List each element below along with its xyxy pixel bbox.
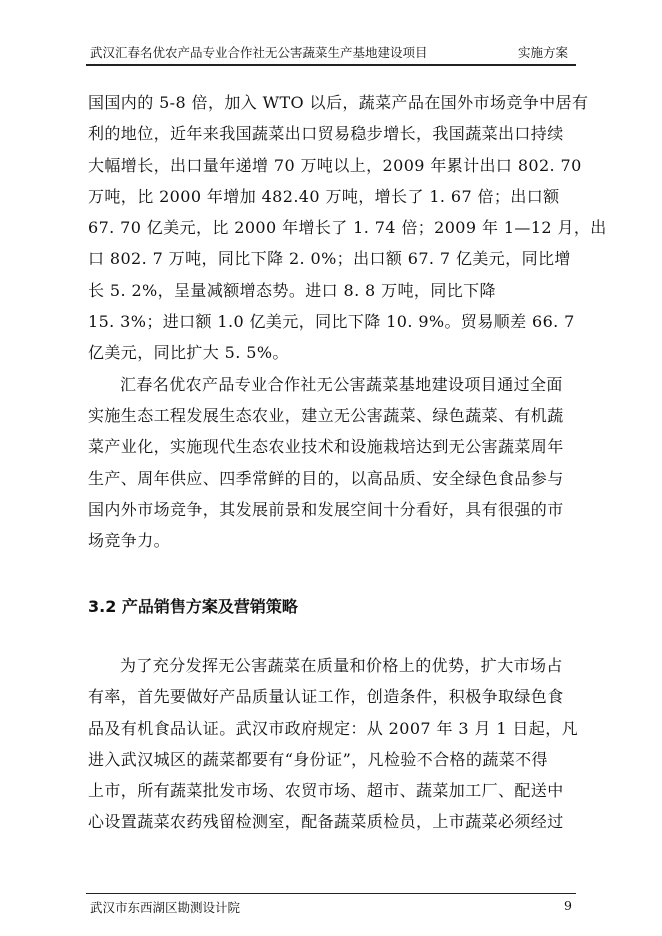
paragraph-line: 长 5. 2%，呈量减额增态势。进口 8. 8 万吨，同比下降 [88, 280, 496, 300]
paragraph-line: 上市，所有蔬菜批发市场、农贸市场、超市、蔬菜加工厂、配送中 [88, 781, 564, 801]
paragraph-line: 为了充分发挥无公害蔬菜在质量和价格上的优势，扩大市场占 [120, 656, 563, 675]
paragraph-line: 实施生态工程发展生态农业，建立无公害蔬菜、绿色蔬菜、有机蔬 [88, 405, 564, 425]
paragraph-sales-strategy [88, 650, 582, 838]
paragraph-line: 场竞争力。 [88, 531, 171, 551]
paragraph-line: 67. 70 亿美元，比 2000 年增长了 1. 74 倍；2009 年 1—12 月，出 [88, 218, 607, 238]
paragraph-line: 进入武汉城区的蔬菜都要有“身份证”，凡检验不合格的蔬菜不得 [88, 749, 548, 769]
paragraph-trade-statistics [88, 87, 607, 369]
page-number: 9 [564, 898, 572, 913]
page-header [86, 38, 576, 66]
paragraph-line: 利的地位，近年来我国蔬菜出口贸易稳步增长，我国蔬菜出口持续 [88, 124, 564, 144]
paragraph-line: 万吨，比 2000 年增加 482.40 万吨，增长了 1. 67 倍；出口额 [88, 186, 560, 206]
header-title: 武汉汇春名优农产品专业合作社无公害蔬菜生产基地建设项目 [90, 45, 428, 60]
paragraph-line: 品及有机食品认证。武汉市政府规定：从 2007 年 3 月 1 日起，凡 [88, 718, 578, 738]
paragraph-line: 大幅增长，出口量年递增 70 万吨以上，2009 年累计出口 802. 70 [88, 155, 582, 175]
paragraph-line: 亿美元，同比扩大 5. 5%。 [88, 343, 289, 363]
body-text-upper [88, 87, 607, 556]
header-section-label: 实施方案 [517, 45, 568, 60]
paragraph-line: 心设置蔬菜农药残留检测室，配备蔬菜质检员，上市蔬菜必须经过 [88, 812, 564, 832]
paragraph-line: 口 802. 7 万吨，同比下降 2. 0%；出口额 67. 7 亿美元，同比增 [88, 249, 571, 269]
section-heading: 3.2 产品销售方案及营销策略 [88, 597, 298, 616]
paragraph-line: 菜产业化，实施现代生态农业技术和设施栽培达到无公害蔬菜周年 [88, 437, 564, 457]
paragraph-line: 国国内的 5-8 倍，加入 WTO 以后，蔬菜产品在国外市场竞争中居有 [88, 93, 589, 112]
paragraph-line: 有率，首先要做好产品质量认证工作，创造条件，积极争取绿色食 [88, 687, 564, 707]
page-footer [86, 893, 576, 916]
paragraph-line: 15. 3%；进口额 1.0 亿美元，同比下降 10. 9%。贸易顺差 66. 7 [88, 312, 575, 332]
paragraph-project-overview [88, 369, 582, 557]
body-text-lower [88, 650, 582, 838]
footer-organization: 武汉市东西湖区勘测设计院 [90, 900, 241, 915]
paragraph-line: 汇春名优农产品专业合作社无公害蔬菜基地建设项目通过全面 [120, 374, 563, 394]
paragraph-line: 生产、周年供应、四季常鲜的目的，以高品质、安全绿色食品参与 [88, 468, 564, 488]
paragraph-line: 国内外市场竞争，其发展前景和发展空间十分看好，具有很强的市 [88, 499, 564, 519]
